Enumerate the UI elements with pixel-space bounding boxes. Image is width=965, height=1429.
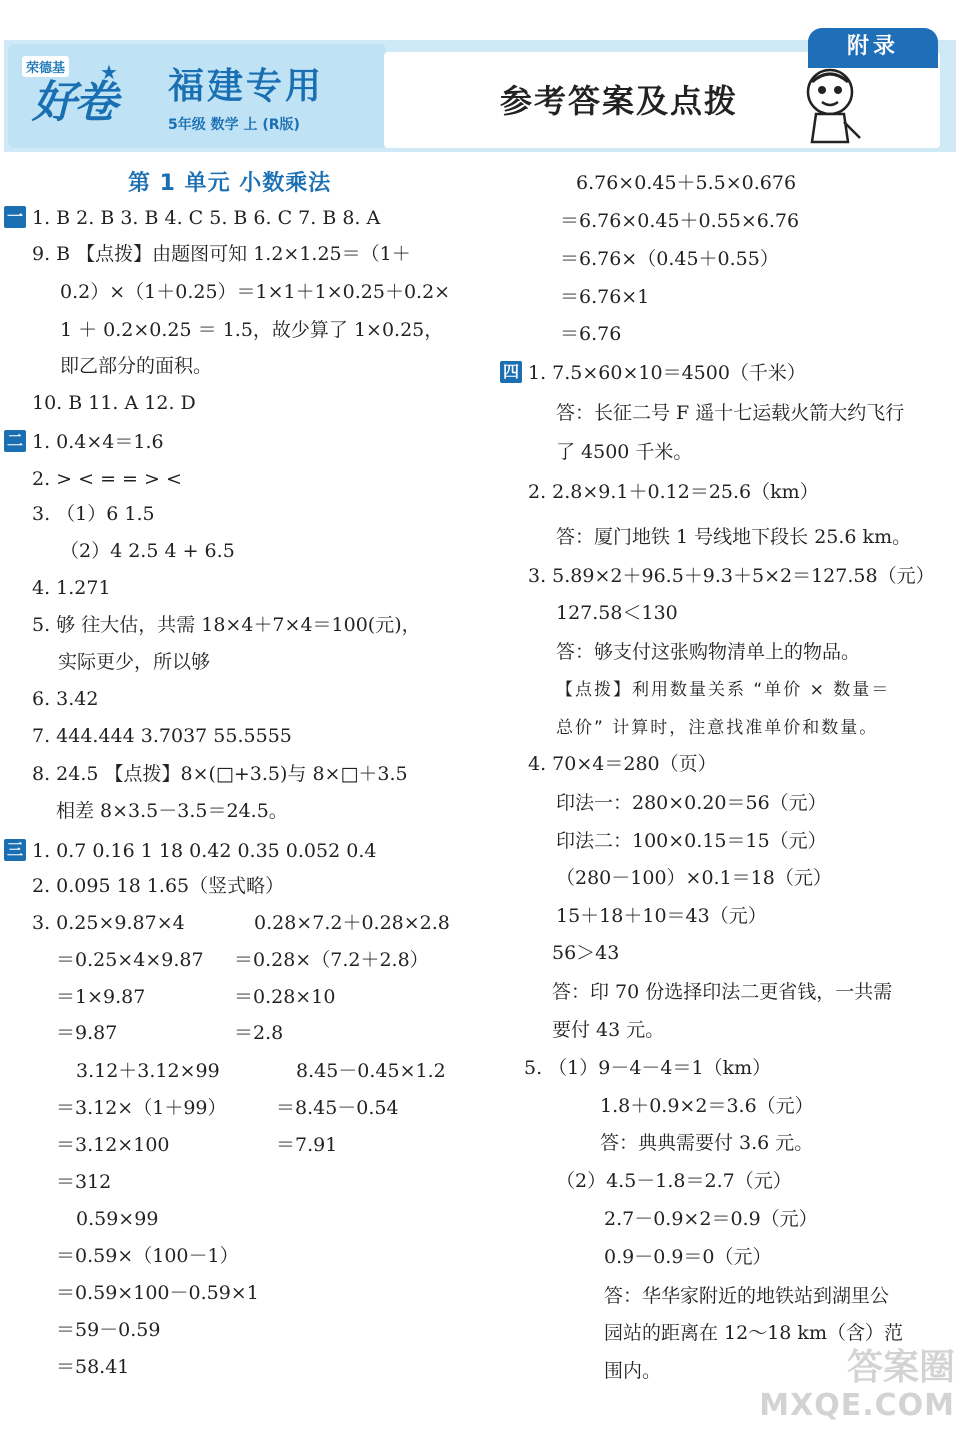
answer-line: 2. 0.095 18 1.65（竖式略） bbox=[32, 875, 285, 897]
answer-line: 答：厦门地铁 1 号线地下段长 25.6 km。 bbox=[556, 526, 912, 548]
answer-line: 1 ＋ 0.2×0.25 ＝ 1.5，故少算了 1×0.25， bbox=[60, 319, 444, 341]
publisher-label: 荣德基 bbox=[22, 56, 69, 77]
mascot-icon bbox=[798, 66, 862, 144]
answer-line: ＝0.59×100－0.59×1 bbox=[56, 1282, 259, 1304]
grade-label: 5年级 数学 上 (R版) bbox=[168, 117, 300, 133]
answer-line: 7. 444.444 3.7037 55.5555 bbox=[32, 725, 292, 747]
answer-line: 答：长征二号 F 遥十七运载火箭大约飞行 bbox=[556, 402, 905, 424]
answer-line: 0.9－0.9＝0（元） bbox=[604, 1246, 772, 1268]
answer-line: 5. （1）9－4－4＝1（km） bbox=[524, 1057, 772, 1079]
answer-line: ＝0.28×10 bbox=[234, 986, 336, 1008]
answer-line: ＝9.87 bbox=[56, 1022, 118, 1044]
answer-line: 4. 70×4＝280（页） bbox=[528, 753, 717, 775]
answer-line: 15＋18＋10＝43（元） bbox=[556, 905, 767, 927]
answer-line: 3. （1）6 1.5 bbox=[32, 503, 155, 525]
answer-line: ＝1×9.87 bbox=[56, 986, 146, 1008]
answer-line: 3. 5.89×2＋96.5＋9.3＋5×2＝127.58（元） bbox=[528, 565, 935, 587]
answer-line: 3. 0.25×9.87×4 bbox=[32, 912, 185, 934]
answer-line: 3.12＋3.12×99 bbox=[76, 1060, 220, 1082]
answer-line: 6.76×0.45＋5.5×0.676 bbox=[576, 172, 797, 194]
answer-line: ＝312 bbox=[56, 1171, 112, 1193]
answer-line: 6. 3.42 bbox=[32, 688, 99, 710]
section-marker-1: 一 bbox=[4, 206, 26, 228]
answer-line: 1. 0.7 0.16 1 18 0.42 0.35 0.052 0.4 bbox=[32, 840, 377, 862]
answer-line: 9. B 【点拨】由题图可知 1.2×1.25＝（1＋ bbox=[32, 243, 411, 265]
answer-line: （280－100）×0.1＝18（元） bbox=[556, 867, 832, 889]
answer-line: 相差 8×3.5－3.5＝24.5。 bbox=[56, 800, 288, 822]
answer-line: 2. > < = = > < bbox=[32, 468, 182, 490]
answer-line: ＝7.91 bbox=[276, 1134, 338, 1156]
answer-line: ＝0.59×（100－1） bbox=[56, 1245, 239, 1267]
answer-line: 0.2）×（1＋0.25）＝1×1＋1×0.25＋0.2× bbox=[60, 281, 451, 303]
answer-line: ＝0.28×（7.2＋2.8） bbox=[234, 949, 429, 971]
answer-line: ＝8.45－0.54 bbox=[276, 1097, 399, 1119]
answer-line: ＝6.76×（0.45＋0.55） bbox=[560, 248, 779, 270]
answer-line: （2）4 2.5 4 + 6.5 bbox=[60, 540, 235, 562]
answer-line: ＝6.76 bbox=[560, 323, 622, 345]
answer-line: 印法一：280×0.20＝56（元） bbox=[556, 792, 827, 814]
answer-line: 1. B 2. B 3. B 4. C 5. B 6. C 7. B 8. A bbox=[32, 207, 381, 229]
watermark bbox=[759, 1349, 955, 1425]
page-title: 参考答案及点拨 bbox=[500, 82, 739, 120]
section-marker-4: 四 bbox=[500, 361, 522, 383]
answer-line: 4. 1.271 bbox=[32, 577, 111, 599]
answer-line: 园站的距离在 12～18 km（含）范 bbox=[604, 1322, 903, 1344]
answer-line: 答：够支付这张购物清单上的物品。 bbox=[556, 641, 861, 663]
answer-line: 总价” 计算时，注意找准单价和数量。 bbox=[556, 718, 879, 738]
answer-line: 要付 43 元。 bbox=[552, 1019, 665, 1041]
answer-line: ＝6.76×0.45＋0.55×6.76 bbox=[560, 210, 800, 232]
answer-line: ＝58.41 bbox=[56, 1356, 130, 1378]
answer-line: ＝59－0.59 bbox=[56, 1319, 161, 1341]
answer-line: 2.7－0.9×2＝0.9（元） bbox=[604, 1208, 818, 1230]
answer-line: 答：华华家附近的地铁站到湖里公 bbox=[604, 1285, 890, 1307]
answer-line: 印法二：100×0.15＝15（元） bbox=[556, 830, 827, 852]
answer-line: 了 4500 千米。 bbox=[556, 441, 693, 463]
answer-line: 1. 7.5×60×10＝4500（千米） bbox=[528, 362, 806, 384]
series-title: 福建专用 bbox=[168, 66, 325, 107]
answer-line: ＝3.12×（1＋99） bbox=[56, 1097, 227, 1119]
answer-line: 127.58＜130 bbox=[556, 602, 678, 624]
answer-line: 10. B 11. A 12. D bbox=[32, 392, 196, 414]
answer-line: ＝3.12×100 bbox=[56, 1134, 170, 1156]
answer-line: 1.8＋0.9×2＝3.6（元） bbox=[600, 1095, 814, 1117]
answer-line: 实际更少，所以够 bbox=[58, 651, 211, 673]
answer-line: ＝0.25×4×9.87 bbox=[56, 949, 204, 971]
watermark-logo: 答案圈 bbox=[846, 1347, 955, 1388]
answer-line: 0.28×7.2＋0.28×2.8 bbox=[254, 912, 450, 934]
answer-line: 围内。 bbox=[604, 1360, 662, 1382]
answer-line: 答：典典需要付 3.6 元。 bbox=[600, 1132, 814, 1154]
section-marker-3: 三 bbox=[4, 839, 26, 861]
answer-line: （2）4.5－1.8＝2.7（元） bbox=[556, 1170, 792, 1192]
answer-line: 即乙部分的面积。 bbox=[60, 355, 213, 377]
watermark-url: MXQE.COM bbox=[759, 1388, 955, 1423]
answer-line: ＝6.76×1 bbox=[560, 286, 650, 308]
answer-line: 答：印 70 份选择印法二更省钱，一共需 bbox=[552, 981, 893, 1003]
star-icon: ★ bbox=[100, 60, 118, 84]
answer-line: ＝2.8 bbox=[234, 1022, 284, 1044]
answer-line: 5. 够 往大估，共需 18×4＋7×4＝100(元)， bbox=[32, 614, 421, 636]
answer-line: 0.59×99 bbox=[76, 1208, 159, 1230]
answer-line: 2. 2.8×9.1＋0.12＝25.6（km） bbox=[528, 481, 819, 503]
section-marker-2: 二 bbox=[4, 430, 26, 452]
appendix-tab: 附录 bbox=[808, 28, 938, 68]
answer-line: 【点拨】利用数量关系 “单价 × 数量＝ bbox=[556, 680, 891, 700]
logo: 好卷 bbox=[32, 77, 116, 128]
answer-line: 8.45－0.45×1.2 bbox=[296, 1060, 446, 1082]
unit-title: 第 1 单元 小数乘法 bbox=[128, 171, 332, 196]
answer-line: 8. 24.5 【点拨】8×(□+3.5)与 8×□＋3.5 bbox=[32, 763, 408, 785]
answer-line: 56＞43 bbox=[552, 942, 620, 964]
answer-line: 1. 0.4×4＝1.6 bbox=[32, 431, 164, 453]
